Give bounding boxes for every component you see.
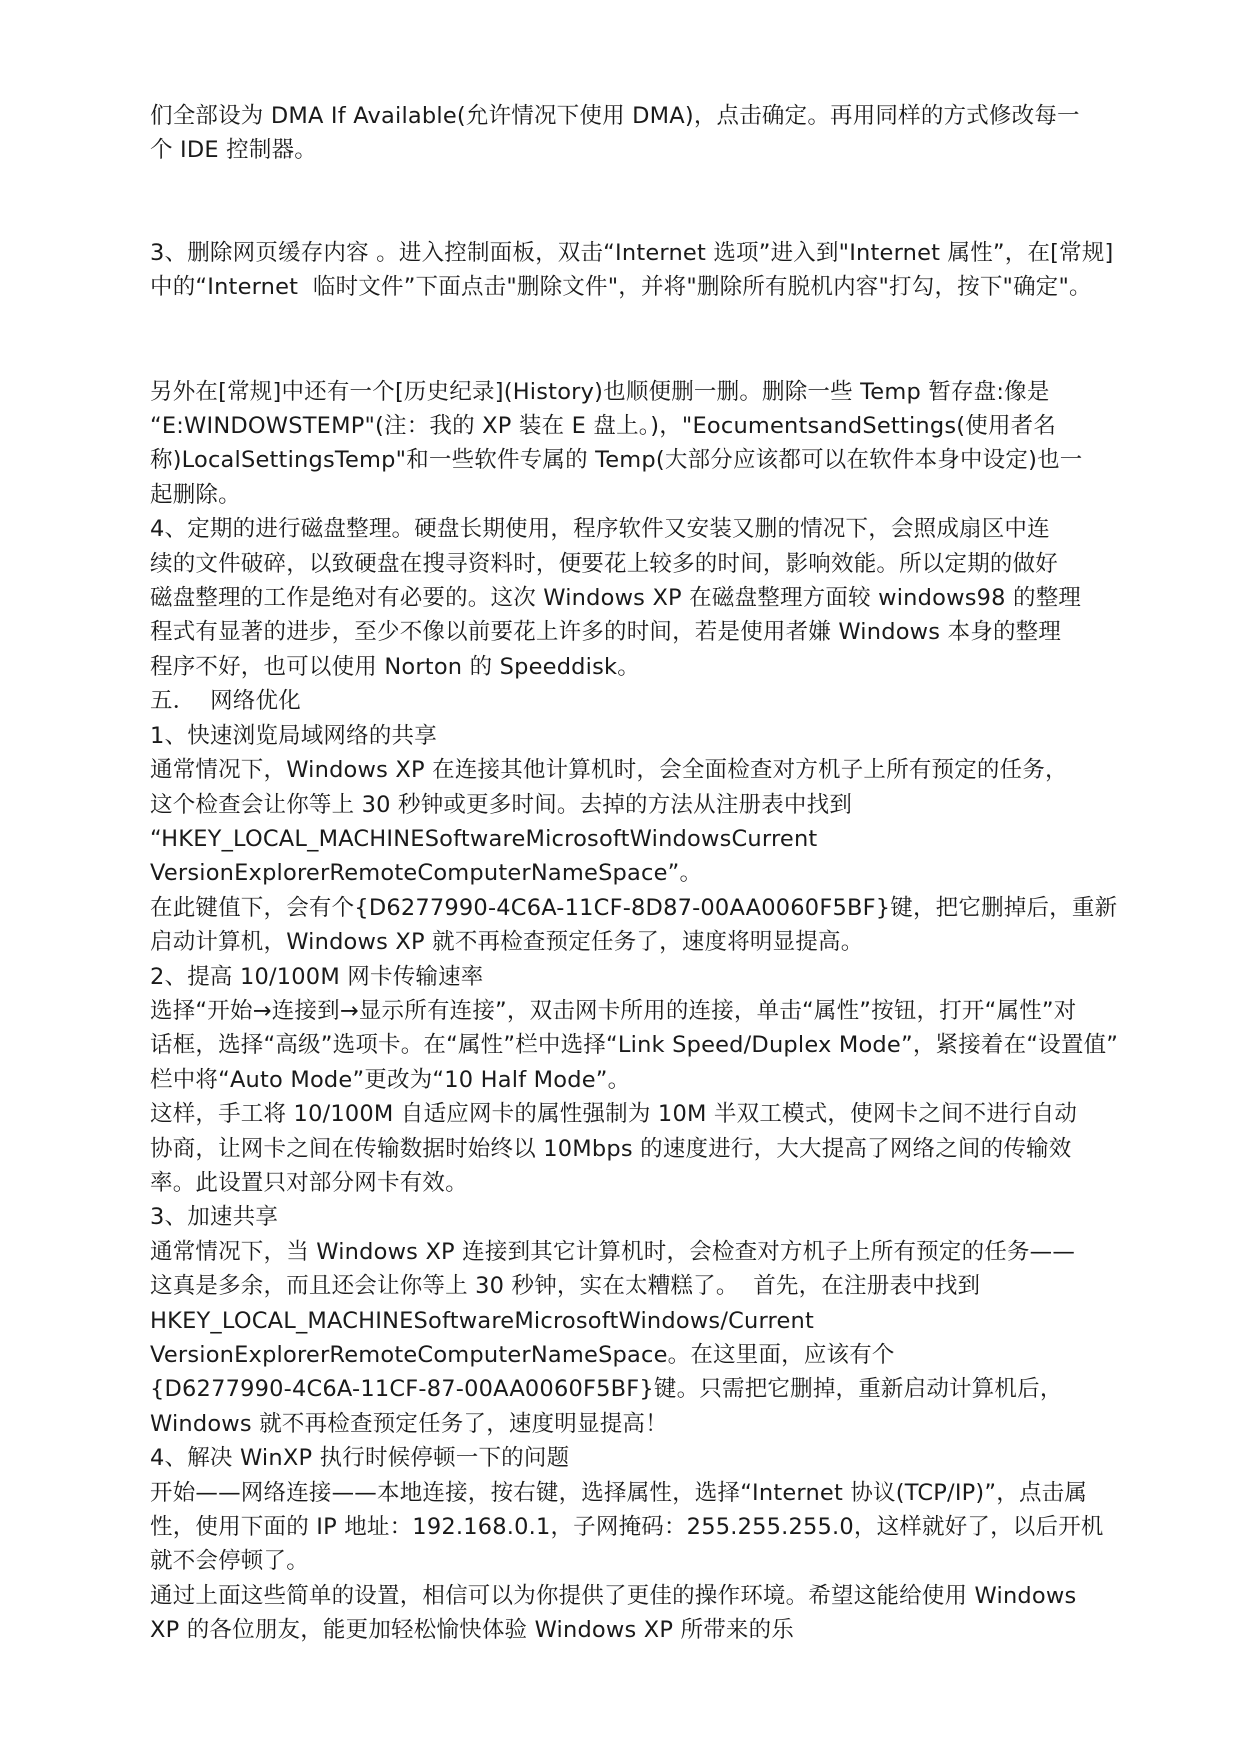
- text-line: HKEY_LOCAL_MACHINESoftwareMicrosoftWindows/Current: [150, 1307, 815, 1334]
- text-line: 这真是多余，而且还会让你等上 30 秒钟，实在太糟糕了。 首先，在注册表中找到: [150, 1273, 981, 1300]
- text-line: 中的“Internet 临时文件”下面点击"删除文件"，并将"删除所有脱机内容"打勾，按下"确定"。: [150, 274, 1092, 301]
- section-heading: 五． 网络优化: [150, 688, 301, 715]
- text-line: 这样，手工将 10/100M 自适应网卡的属性强制为 10M 半双工模式，使网卡之间不进行自动: [150, 1101, 1078, 1128]
- text-line: 在此键值下，会有个{D6277990-4C6A-11CF-8D87-00AA0060F5BF}键，把它删掉后，重新: [150, 894, 1118, 921]
- text-line: “E:WINDOWSTEMP"(注：我的 XP 装在 E 盘上。)，"EocumentsandSettings(使用者名: [150, 413, 1057, 440]
- subsection-heading: 4、解决 WinXP 执行时候停顿一下的问题: [150, 1445, 570, 1472]
- subsection-heading: 3、加速共享: [150, 1204, 279, 1231]
- text-line: 通常情况下，当 Windows XP 连接到其它计算机时，会检查对方机子上所有预定的任务——: [150, 1238, 1076, 1265]
- text-line: VersionExplorerRemoteComputerNameSpace。在这里面，应该有个: [150, 1342, 895, 1368]
- text-line: 话框，选择“高级”选项卡。在“属性”栏中选择“Link Speed/Duplex Mode”，紧接着在“设置值”: [150, 1032, 1119, 1059]
- text-line: {D6277990-4C6A-11CF-87-00AA0060F5BF}键。只需把它删掉，重新启动计算机后，: [150, 1376, 1063, 1403]
- text-line: 性，使用下面的 IP 地址：192.168.0.1，子网掩码：255.255.255.0，这样就好了，以后开机: [150, 1514, 1104, 1541]
- text-line: 续的文件破碎，以致硬盘在搜寻资料时，便要花上较多的时间，影响效能。所以定期的做好: [150, 550, 1059, 577]
- subsection-heading: 2、提高 10/100M 网卡传输速率: [150, 963, 484, 990]
- text-line: 们全部设为 DMA If Available(允许情况下使用 DMA)，点击确定。再用同样的方式修改每一: [150, 103, 1080, 129]
- text-line: 磁盘整理的工作是绝对有必要的。这次 Windows XP 在磁盘整理方面较 windows98 的整理: [150, 585, 1082, 612]
- text-line: 程序不好，也可以使用 Norton 的 Speeddisk。: [150, 653, 640, 680]
- text-line: 开始——网络连接——本地连接，按右键，选择属性，选择“Internet 协议(TCP/IP)”，点击属: [150, 1479, 1088, 1506]
- text-line: 选择“开始→连接到→显示所有连接”，双击网卡所用的连接，单击“属性”按钮，打开“属性”对: [150, 997, 1077, 1024]
- text-line: 起删除。: [150, 481, 241, 508]
- text-line: 3、删除网页缓存内容 。进入控制面板，双击“Internet 选项”进入到"Internet 属性”，在[常规]: [150, 239, 1114, 266]
- document-page: [150, 99, 1140, 1648]
- text-line: 个 IDE 控制器。: [150, 137, 317, 164]
- text-line: “HKEY_LOCAL_MACHINESoftwareMicrosoftWindowsCurrent: [150, 825, 818, 852]
- text-line: 通过上面这些简单的设置，相信可以为你提供了更佳的操作环境。希望这能给使用 Windows: [150, 1582, 1077, 1609]
- text-line: XP 的各位朋友，能更加轻松愉快体验 Windows XP 所带来的乐: [150, 1617, 795, 1644]
- text-line: Windows 就不再检查预定任务了，速度明显提高！: [150, 1410, 668, 1437]
- text-line: 这个检查会让你等上 30 秒钟或更多时间。去掉的方法从注册表中找到: [150, 791, 853, 818]
- text-line: 启动计算机，Windows XP 就不再检查预定任务了，速度将明显提高。: [150, 929, 864, 956]
- paragraph-gap: [150, 305, 1140, 375]
- text-line: 4、定期的进行磁盘整理。硬盘长期使用，程序软件又安装又删的情况下，会照成扇区中连: [150, 516, 1050, 543]
- text-line: 协商，让网卡之间在传输数据时始终以 10Mbps 的速度进行，大大提高了网络之间的传输效: [150, 1135, 1072, 1162]
- text-line: 就不会停顿了。: [150, 1548, 309, 1575]
- text-line: 另外在[常规]中还有一个[历史纪录](History)也顺便删一删。删除一些 Temp 暂存盘:像是: [150, 378, 1050, 405]
- text-line: 率。此设置只对部分网卡有效。: [150, 1169, 468, 1196]
- text-line: 通常情况下，Windows XP 在连接其他计算机时，会全面检查对方机子上所有预定的任务，: [150, 757, 1068, 784]
- text-line: 栏中将“Auto Mode”更改为“10 Half Mode”。: [150, 1066, 631, 1093]
- text-line: 称)LocalSettingsTemp"和一些软件专属的 Temp(大部分应该都可以在软件本身中设定)也一: [150, 447, 1083, 474]
- paragraph-gap: [150, 168, 1140, 236]
- text-line: VersionExplorerRemoteComputerNameSpace”。: [150, 860, 703, 887]
- subsection-heading: 1、快速浏览局域网络的共享: [150, 722, 437, 749]
- text-line: 程式有显著的进步，至少不像以前要花上许多的时间，若是使用者嫌 Windows 本身的整理: [150, 619, 1062, 646]
